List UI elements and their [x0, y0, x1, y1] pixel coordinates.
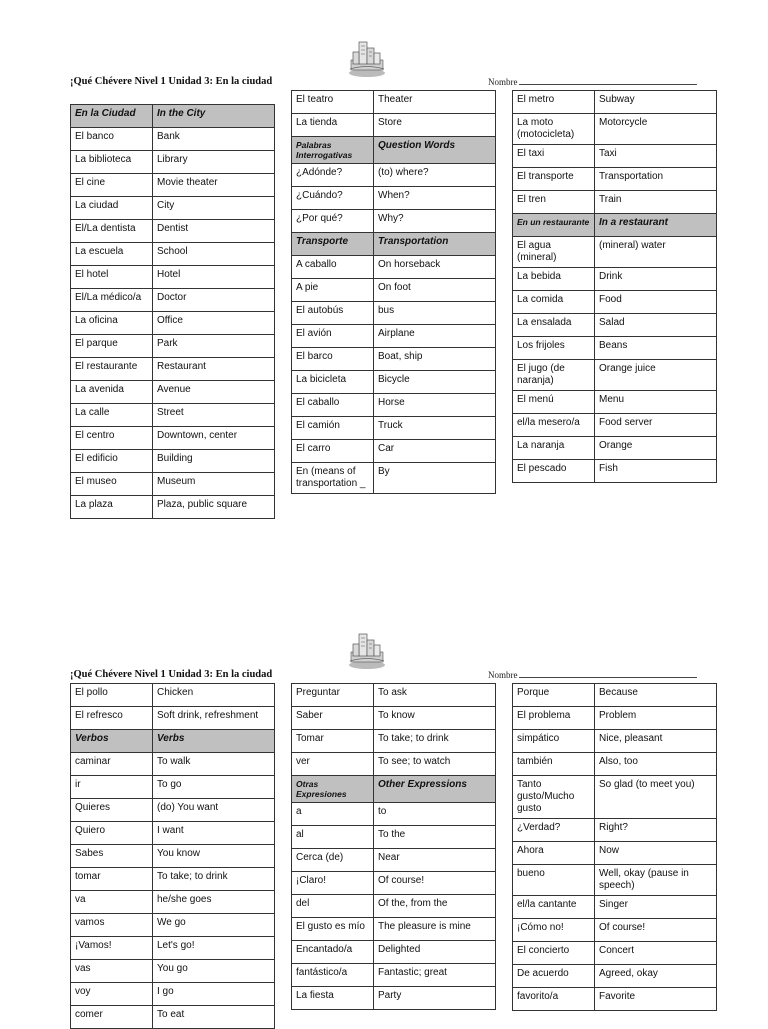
vocab-row	[71, 937, 275, 960]
spanish-term: va	[71, 891, 153, 914]
vocab-row	[513, 91, 717, 114]
spanish-term: El/La dentista	[71, 220, 153, 243]
english-translation: Orange	[595, 437, 717, 460]
spanish-term: El tren	[513, 191, 595, 214]
english-translation: Park	[153, 335, 275, 358]
vocab-row	[513, 114, 717, 145]
spanish-term: La comida	[513, 291, 595, 314]
english-translation: City	[153, 197, 275, 220]
vocab-row	[71, 243, 275, 266]
vocab-row	[292, 964, 496, 987]
english-translation: he/she goes	[153, 891, 275, 914]
vocab-row	[513, 684, 717, 707]
spanish-term: El agua (mineral)	[513, 237, 595, 268]
vocab-row	[71, 684, 275, 707]
vocab-row	[71, 891, 275, 914]
vocab-table	[70, 104, 275, 519]
spanish-term: voy	[71, 983, 153, 1006]
spanish-term: La ciudad	[71, 197, 153, 220]
english-translation: Office	[153, 312, 275, 335]
spanish-term: La plaza	[71, 496, 153, 519]
spanish-term: El gusto es mío	[292, 918, 374, 941]
english-translation: To eat	[153, 1006, 275, 1029]
vocab-row	[513, 145, 717, 168]
english-translation: Fantastic; great	[374, 964, 496, 987]
vocab-row	[513, 237, 717, 268]
english-translation: Truck	[374, 417, 496, 440]
vocab-row	[513, 707, 717, 730]
english-translation: We go	[153, 914, 275, 937]
spanish-term: El menú	[513, 391, 595, 414]
vocab-row	[292, 684, 496, 707]
vocab-section-header	[71, 105, 275, 128]
vocab-row	[513, 753, 717, 776]
vocab-row	[71, 151, 275, 174]
spanish-term: ver	[292, 753, 374, 776]
spanish-term: ir	[71, 776, 153, 799]
vocab-table	[291, 90, 496, 494]
vocab-row	[71, 335, 275, 358]
english-translation: Because	[595, 684, 717, 707]
english-translation: Of course!	[595, 919, 717, 942]
vocab-row	[292, 707, 496, 730]
english-translation: Bicycle	[374, 371, 496, 394]
vocab-row	[292, 394, 496, 417]
english-translation: Library	[153, 151, 275, 174]
english-translation: By	[374, 463, 496, 494]
worksheet-title: ¡Qué Chévere Nivel 1 Unidad 3: En la ciudad	[70, 76, 273, 87]
vocab-row	[513, 919, 717, 942]
english-translation: Singer	[595, 896, 717, 919]
english-translation: Food server	[595, 414, 717, 437]
english-translation: You go	[153, 960, 275, 983]
vocab-row	[513, 414, 717, 437]
section-title-spanish: Transporte	[292, 233, 374, 256]
city-buildings-icon	[347, 36, 387, 78]
vocab-row	[292, 164, 496, 187]
spanish-term: La biblioteca	[71, 151, 153, 174]
spanish-term: El pescado	[513, 460, 595, 483]
vocab-table	[291, 683, 496, 1010]
spanish-term: La tienda	[292, 114, 374, 137]
english-translation: Store	[374, 114, 496, 137]
spanish-term: El problema	[513, 707, 595, 730]
spanish-term: Tanto gusto/Mucho gusto	[513, 776, 595, 819]
vocab-row	[513, 730, 717, 753]
vocab-row	[292, 463, 496, 494]
section-title-english: Verbs	[153, 730, 275, 753]
english-translation: Airplane	[374, 325, 496, 348]
vocab-row	[71, 427, 275, 450]
spanish-term: El banco	[71, 128, 153, 151]
spanish-term: ¿Cuándo?	[292, 187, 374, 210]
vocab-row	[71, 799, 275, 822]
spanish-term: El teatro	[292, 91, 374, 114]
vocab-row	[513, 988, 717, 1011]
spanish-term: El edificio	[71, 450, 153, 473]
spanish-term: La naranja	[513, 437, 595, 460]
vocab-row	[292, 918, 496, 941]
name-blank-line[interactable]	[519, 84, 697, 85]
vocab-table	[70, 683, 275, 1029]
english-translation: So glad (to meet you)	[595, 776, 717, 819]
english-translation: Hotel	[153, 266, 275, 289]
english-translation: (mineral) water	[595, 237, 717, 268]
english-translation: To ask	[374, 684, 496, 707]
vocab-section-header	[292, 776, 496, 803]
spanish-term: El hotel	[71, 266, 153, 289]
vocab-row	[513, 865, 717, 896]
spanish-term: Encantado/a	[292, 941, 374, 964]
vocab-row	[513, 268, 717, 291]
spanish-term: La ensalada	[513, 314, 595, 337]
spanish-term: La moto (motocicleta)	[513, 114, 595, 145]
section-title-spanish: En la Ciudad	[71, 105, 153, 128]
spanish-term: Tomar	[292, 730, 374, 753]
spanish-term: ¡Vamos!	[71, 937, 153, 960]
english-translation: On horseback	[374, 256, 496, 279]
spanish-term: favorito/a	[513, 988, 595, 1011]
vocab-row	[513, 842, 717, 865]
english-translation: Plaza, public square	[153, 496, 275, 519]
spanish-term: Quieres	[71, 799, 153, 822]
english-translation: Salad	[595, 314, 717, 337]
vocab-row	[513, 819, 717, 842]
english-translation: Motorcycle	[595, 114, 717, 145]
english-translation: Favorite	[595, 988, 717, 1011]
vocab-row	[292, 348, 496, 371]
vocab-row	[71, 822, 275, 845]
name-label: Nombre	[488, 77, 518, 87]
vocab-row	[513, 896, 717, 919]
vocab-row	[71, 266, 275, 289]
vocab-row	[292, 417, 496, 440]
english-translation: Doctor	[153, 289, 275, 312]
vocab-row	[513, 460, 717, 483]
vocab-row	[71, 128, 275, 151]
spanish-term: El camión	[292, 417, 374, 440]
spanish-term: El cine	[71, 174, 153, 197]
name-field[interactable]	[488, 77, 697, 87]
vocab-row	[71, 381, 275, 404]
spanish-term: El caballo	[292, 394, 374, 417]
vocab-row	[71, 358, 275, 381]
vocab-row	[71, 914, 275, 937]
vocab-row	[71, 220, 275, 243]
english-translation: Drink	[595, 268, 717, 291]
english-translation: To see; to watch	[374, 753, 496, 776]
vocab-table	[512, 683, 717, 1011]
english-translation: Taxi	[595, 145, 717, 168]
vocab-row	[513, 942, 717, 965]
spanish-term: Quiero	[71, 822, 153, 845]
spanish-term: El parque	[71, 335, 153, 358]
english-translation: Movie theater	[153, 174, 275, 197]
english-translation: Chicken	[153, 684, 275, 707]
section-title-spanish: Otras Expresiones	[292, 776, 374, 803]
vocab-row	[513, 965, 717, 988]
spanish-term: El museo	[71, 473, 153, 496]
spanish-term: La bicicleta	[292, 371, 374, 394]
english-translation: Beans	[595, 337, 717, 360]
spanish-term: El barco	[292, 348, 374, 371]
spanish-term: Saber	[292, 707, 374, 730]
spanish-term: Cerca (de)	[292, 849, 374, 872]
vocab-row	[292, 803, 496, 826]
section-title-english: In a restaurant	[595, 214, 717, 237]
city-buildings-icon	[347, 628, 387, 670]
spanish-term: De acuerdo	[513, 965, 595, 988]
english-translation: To the	[374, 826, 496, 849]
vocab-row	[513, 437, 717, 460]
worksheet-title: ¡Qué Chévere Nivel 1 Unidad 3: En la ciudad	[70, 669, 273, 680]
spanish-term: En (means of transportation _	[292, 463, 374, 494]
english-translation: Restaurant	[153, 358, 275, 381]
english-translation: Of the, from the	[374, 895, 496, 918]
spanish-term: también	[513, 753, 595, 776]
spanish-term: El concierto	[513, 942, 595, 965]
vocab-row	[292, 895, 496, 918]
spanish-term: El metro	[513, 91, 595, 114]
spanish-term: simpático	[513, 730, 595, 753]
spanish-term: al	[292, 826, 374, 849]
spanish-term: ¿Verdad?	[513, 819, 595, 842]
name-field[interactable]	[488, 670, 697, 680]
vocab-row	[292, 91, 496, 114]
vocab-row	[292, 302, 496, 325]
spanish-term: el/la mesero/a	[513, 414, 595, 437]
english-translation: Problem	[595, 707, 717, 730]
english-translation: You know	[153, 845, 275, 868]
spanish-term: El centro	[71, 427, 153, 450]
vocab-row	[71, 845, 275, 868]
english-translation: Orange juice	[595, 360, 717, 391]
spanish-term: El avión	[292, 325, 374, 348]
worksheet-page-2	[0, 512, 768, 1024]
spanish-term: fantástico/a	[292, 964, 374, 987]
vocab-section-header	[71, 730, 275, 753]
vocab-row	[513, 391, 717, 414]
vocab-row	[292, 753, 496, 776]
english-translation: I want	[153, 822, 275, 845]
vocab-row	[292, 187, 496, 210]
english-translation: The pleasure is mine	[374, 918, 496, 941]
spanish-term: comer	[71, 1006, 153, 1029]
vocab-row	[71, 473, 275, 496]
english-translation: To take; to drink	[374, 730, 496, 753]
vocab-row	[71, 450, 275, 473]
english-translation: School	[153, 243, 275, 266]
section-title-spanish: Verbos	[71, 730, 153, 753]
vocab-row	[71, 960, 275, 983]
english-translation: Menu	[595, 391, 717, 414]
english-translation: Well, okay (pause in speech)	[595, 865, 717, 896]
section-title-english: Other Expressions	[374, 776, 496, 803]
vocab-row	[513, 776, 717, 819]
english-translation: Near	[374, 849, 496, 872]
spanish-term: Sabes	[71, 845, 153, 868]
spanish-term: a	[292, 803, 374, 826]
english-translation: Also, too	[595, 753, 717, 776]
english-translation: Transportation	[595, 168, 717, 191]
spanish-term: del	[292, 895, 374, 918]
english-translation: Let's go!	[153, 937, 275, 960]
english-translation: I go	[153, 983, 275, 1006]
english-translation: Downtown, center	[153, 427, 275, 450]
vocab-section-header	[292, 233, 496, 256]
vocab-row	[71, 707, 275, 730]
english-translation: Car	[374, 440, 496, 463]
vocab-row	[71, 1006, 275, 1029]
vocab-row	[71, 197, 275, 220]
section-title-english: In the City	[153, 105, 275, 128]
english-translation: Dentist	[153, 220, 275, 243]
spanish-term: A caballo	[292, 256, 374, 279]
spanish-term: tomar	[71, 868, 153, 891]
english-translation: Party	[374, 987, 496, 1010]
vocab-row	[292, 371, 496, 394]
vocab-row	[292, 987, 496, 1010]
spanish-term: Ahora	[513, 842, 595, 865]
english-translation: Horse	[374, 394, 496, 417]
spanish-term: La fiesta	[292, 987, 374, 1010]
vocab-row	[71, 404, 275, 427]
english-translation: On foot	[374, 279, 496, 302]
spanish-term: ¿Adónde?	[292, 164, 374, 187]
section-title-english: Question Words	[374, 137, 496, 164]
vocab-row	[71, 289, 275, 312]
english-translation: Agreed, okay	[595, 965, 717, 988]
section-title-spanish: En un restaurante	[513, 214, 595, 237]
vocab-row	[292, 114, 496, 137]
spanish-term: El taxi	[513, 145, 595, 168]
vocab-row	[71, 868, 275, 891]
english-translation: When?	[374, 187, 496, 210]
worksheet-page-1	[0, 0, 768, 512]
english-translation: to	[374, 803, 496, 826]
vocab-row	[71, 312, 275, 335]
vocab-row	[292, 941, 496, 964]
spanish-term: El refresco	[71, 707, 153, 730]
vocab-row	[292, 849, 496, 872]
spanish-term: caminar	[71, 753, 153, 776]
spanish-term: La oficina	[71, 312, 153, 335]
spanish-term: El carro	[292, 440, 374, 463]
english-translation: Train	[595, 191, 717, 214]
vocab-row	[292, 730, 496, 753]
english-translation: (do) You want	[153, 799, 275, 822]
english-translation: Of course!	[374, 872, 496, 895]
english-translation: Boat, ship	[374, 348, 496, 371]
spanish-term: vas	[71, 960, 153, 983]
vocab-row	[292, 440, 496, 463]
vocab-row	[513, 191, 717, 214]
spanish-term: Porque	[513, 684, 595, 707]
english-translation: Subway	[595, 91, 717, 114]
vocab-row	[292, 279, 496, 302]
english-translation: To walk	[153, 753, 275, 776]
spanish-term: bueno	[513, 865, 595, 896]
english-translation: Bank	[153, 128, 275, 151]
vocab-row	[513, 168, 717, 191]
name-label: Nombre	[488, 670, 518, 680]
english-translation: Avenue	[153, 381, 275, 404]
spanish-term: El transporte	[513, 168, 595, 191]
vocab-table	[512, 90, 717, 483]
english-translation: Food	[595, 291, 717, 314]
spanish-term: ¿Por qué?	[292, 210, 374, 233]
vocab-row	[71, 174, 275, 197]
vocab-row	[513, 337, 717, 360]
english-translation: bus	[374, 302, 496, 325]
english-translation: Nice, pleasant	[595, 730, 717, 753]
spanish-term: El autobús	[292, 302, 374, 325]
spanish-term: vamos	[71, 914, 153, 937]
vocab-section-header	[513, 214, 717, 237]
spanish-term: La escuela	[71, 243, 153, 266]
vocab-row	[292, 325, 496, 348]
english-translation: Why?	[374, 210, 496, 233]
spanish-term: El/La médico/a	[71, 289, 153, 312]
section-title-spanish: Palabras Interrogativas	[292, 137, 374, 164]
english-translation: (to) where?	[374, 164, 496, 187]
spanish-term: ¡Claro!	[292, 872, 374, 895]
spanish-term: ¡Cómo no!	[513, 919, 595, 942]
spanish-term: El jugo (de naranja)	[513, 360, 595, 391]
english-translation: To know	[374, 707, 496, 730]
vocab-row	[513, 291, 717, 314]
spanish-term: La bebida	[513, 268, 595, 291]
vocab-row	[513, 314, 717, 337]
english-translation: Street	[153, 404, 275, 427]
english-translation: Soft drink, refreshment	[153, 707, 275, 730]
english-translation: Right?	[595, 819, 717, 842]
vocab-row	[292, 256, 496, 279]
english-translation: Now	[595, 842, 717, 865]
vocab-row	[71, 983, 275, 1006]
spanish-term: El pollo	[71, 684, 153, 707]
spanish-term: el/la cantante	[513, 896, 595, 919]
vocab-row	[292, 826, 496, 849]
english-translation: Concert	[595, 942, 717, 965]
spanish-term: Preguntar	[292, 684, 374, 707]
english-translation: Delighted	[374, 941, 496, 964]
vocab-row	[292, 872, 496, 895]
spanish-term: La avenida	[71, 381, 153, 404]
english-translation: Fish	[595, 460, 717, 483]
spanish-term: La calle	[71, 404, 153, 427]
vocab-section-header	[292, 137, 496, 164]
english-translation: Building	[153, 450, 275, 473]
vocab-row	[71, 776, 275, 799]
spanish-term: Los frijoles	[513, 337, 595, 360]
vocab-row	[71, 753, 275, 776]
vocab-row	[513, 360, 717, 391]
name-blank-line[interactable]	[519, 677, 697, 678]
spanish-term: A pie	[292, 279, 374, 302]
english-translation: To go	[153, 776, 275, 799]
english-translation: Museum	[153, 473, 275, 496]
english-translation: To take; to drink	[153, 868, 275, 891]
section-title-english: Transportation	[374, 233, 496, 256]
spanish-term: El restaurante	[71, 358, 153, 381]
vocab-row	[292, 210, 496, 233]
english-translation: Theater	[374, 91, 496, 114]
